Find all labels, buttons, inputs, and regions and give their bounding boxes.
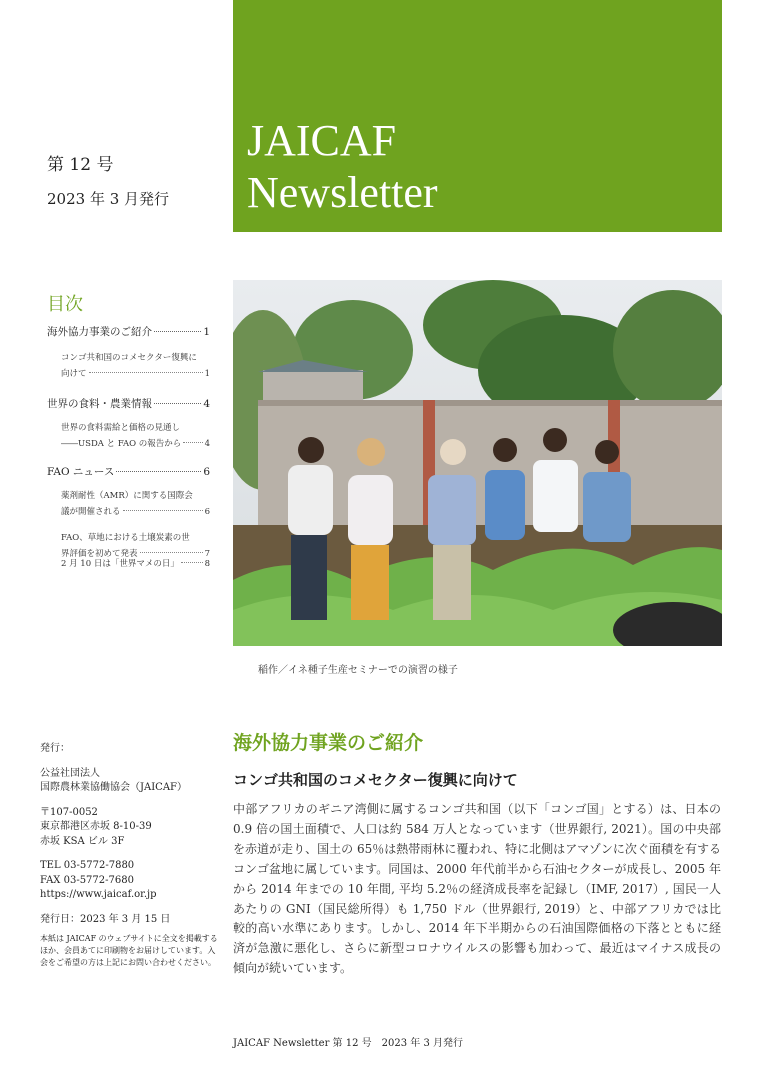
toc-subitem-line2: 2 月 10 日は「世界マメの日」 [61,559,179,569]
toc-item-overseas[interactable] [47,324,210,339]
toc-leader [183,442,202,443]
toc-leader [154,331,201,332]
toc-page-number: 8 [204,559,210,569]
toc-page-number: 4 [203,398,210,410]
toc-subitem-line2: 議が開催される [61,507,121,517]
page-footer: JAICAF Newsletter 第 12 号 2023 年 3 月発行 [233,1038,463,1049]
issue-date: 2023 年 3 月発行 [47,190,170,208]
toc-page-number: 1 [204,369,210,379]
section-heading: 海外協力事業のご紹介 [233,732,424,754]
tel-number: TEL 03-5772-7880 [40,860,135,871]
address-line-1: 東京都港区赤坂 8-10-39 [40,821,152,832]
toc-page-number: 6 [203,466,210,478]
toc-subitem-pulses-day[interactable] [61,556,210,572]
fax-number: FAX 03-5772-7680 [40,874,134,886]
seminar-photo [233,280,722,646]
toc-subitem-amr[interactable] [61,488,210,520]
toc-heading: 目次 [47,294,83,315]
toc-item-label: 海外協力事業のご紹介 [47,326,152,338]
toc-page-number: 6 [204,507,210,517]
issue-number: 第 12 号 [47,155,114,175]
article-body: 中部アフリカのギニア湾側に属するコンゴ共和国（以下「コンゴ国」とする）は、日本の 0.9 倍の国土面積で、人口は約 584 万人となっています（世界銀行, 2021）。国の中央部を赤道が走り、国土の 65％は熱帯雨林に覆われ、特に北側はアマゾンに次ぐ面積を有するコンゴ盆地に属しています。同国は、2000 年代前半から石油セクターが成長し、2005 年から 2014 年までの 10 年間, 平均 5.2％の経済成長率を記録し（IMF, 2017）, 国民一人あたりの GNI（国民総所得）も 1,750 ドル（世界銀行, 2019）と、中部アフリカでは比較的高い水準にあります。しかし、2014 年下半期からの石油国際価格の下落とともに経済が急激に悪化し、さらに新型コロナウイルスの影響も加わって、最近はマイナス成長の傾向が続いています。 [233,802,721,976]
toc-leader [181,562,203,563]
org-name: 国際農林業協働協会（JAICAF） [40,782,187,793]
newsletter-title [247,115,438,219]
publisher-label: 発行： [40,743,70,754]
toc-leader [154,403,201,404]
toc-item-fao-news[interactable] [47,464,210,479]
toc-page-number: 1 [203,326,210,338]
toc-item-label: 世界の食料・農業情報 [47,398,152,410]
org-type: 公益社団法人 [40,767,100,779]
website-link[interactable]: https://www.jaicaf.or.jp [40,889,157,900]
publisher-info [40,742,218,969]
toc-subitem-line2: 界評価を初めて発表 [61,549,138,559]
toc-subitem-usda[interactable] [61,420,210,452]
toc-leader [116,471,201,472]
toc-item-label: FAO ニュース [47,466,115,478]
toc-subitem-line2: ――USDA と FAO の報告から [61,439,182,449]
toc-leader [140,552,203,553]
toc-leader [123,510,203,511]
issue-date-line: 発行日：2023 年 3 月 15 日 [40,913,171,925]
postal-code: 〒107-0052 [40,806,98,818]
toc-page-number: 4 [204,439,210,449]
toc-subitem-line1: FAO、草地における土壌炭素の世 [61,533,190,543]
photo-caption: 稲作／イネ種子生産セミナーでの演習の様子 [258,665,458,676]
toc-subitem-line1: コンゴ共和国のコメセクター復興に [61,353,197,363]
toc-item-world-food[interactable] [47,396,210,411]
title-line-1: JAICAF [247,116,397,165]
photo-illustration [233,280,722,646]
toc-subitem-line1: 薬剤耐性（AMR）に関する国際会 [61,491,193,501]
membership-note: 本紙は JAICAF のウェブサイトに全文を掲載するほか、会員あてに印刷物をお届けしています。入会をご希望の方は上記にお問い合わせください。 [40,934,218,967]
toc-subitem-line2: 向けて [61,369,87,379]
toc-subitem-congo[interactable] [61,350,210,382]
toc-subitem-line1: 世界の食料需給と価格の見通し [61,423,181,433]
title-line-2: Newsletter [247,168,438,217]
article-title: コンゴ共和国のコメセクター復興に向けて [233,771,518,789]
toc-page-number: 7 [204,549,210,559]
address-line-2: 赤坂 KSA ビル 3F [40,835,125,847]
toc-leader [89,372,203,373]
